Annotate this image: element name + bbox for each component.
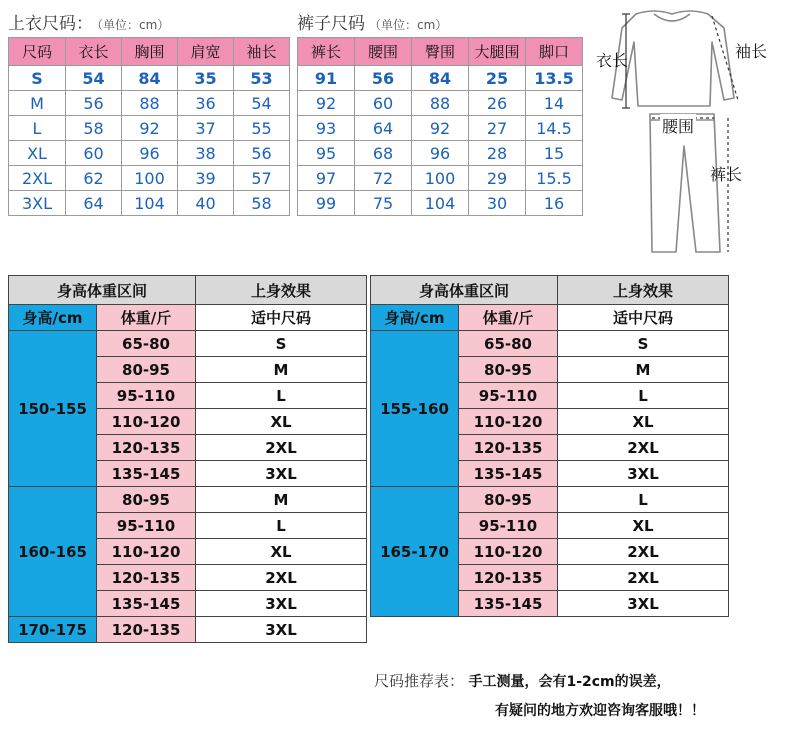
size-table-cell: 96 (122, 141, 178, 166)
recommend-size-cell: XL (196, 539, 367, 565)
recommend-size-cell: L (196, 513, 367, 539)
top-chart-unit: （单位：cm） (97, 18, 170, 32)
recommend-size-cell: XL (196, 409, 367, 435)
size-table-header-cell: 腰围 (355, 38, 412, 66)
size-table-row (298, 91, 583, 116)
recommend-weight-cell: 95-110 (97, 383, 196, 409)
size-table-cell: 62 (66, 166, 122, 191)
size-table-cell: 28 (469, 141, 526, 166)
size-table-cell: 15.5 (526, 166, 583, 191)
footer-label: 尺码推荐表： (374, 672, 465, 690)
size-table-row (9, 166, 290, 191)
size-table-cell: 54 (66, 66, 122, 91)
recommend-weight-cell: 110-120 (97, 539, 196, 565)
figure-label-pants-length: 裤长 (710, 165, 743, 184)
recommend-size-cell: XL (558, 409, 729, 435)
recommend-size-cell: L (558, 383, 729, 409)
size-table-cell: 56 (234, 141, 290, 166)
size-table-cell: 38 (178, 141, 234, 166)
size-table-cell: 27 (469, 116, 526, 141)
size-recommend-table-left (8, 275, 367, 643)
size-table-cell: 60 (66, 141, 122, 166)
size-table-cell: 93 (298, 116, 355, 141)
size-table-cell: 2XL (9, 166, 66, 191)
recommend-weight-cell: 65-80 (97, 331, 196, 357)
recommend-row (371, 487, 729, 513)
size-table-cell: 37 (178, 116, 234, 141)
recommend-subheader-weight: 体重/斤 (97, 305, 196, 331)
size-table-cell: 72 (355, 166, 412, 191)
recommend-size-cell: S (558, 331, 729, 357)
recommend-size-cell: M (196, 357, 367, 383)
size-table-header-cell: 袖长 (234, 38, 290, 66)
pants-chart-title-text: 裤子尺码 (297, 14, 365, 34)
footer-note-line1 (374, 670, 671, 691)
size-table-cell: 68 (355, 141, 412, 166)
size-table-row (298, 166, 583, 191)
pants-chart-unit: （单位：cm） (369, 18, 448, 32)
recommend-header-range: 身高体重区间 (371, 276, 558, 305)
recommend-size-cell: 3XL (196, 591, 367, 617)
size-table-cell: 57 (234, 166, 290, 191)
recommend-size-cell: 3XL (558, 591, 729, 617)
size-table-header-cell: 衣长 (66, 38, 122, 66)
recommend-weight-cell: 80-95 (459, 357, 558, 383)
size-table-cell: 97 (298, 166, 355, 191)
size-table-cell: 25 (469, 66, 526, 91)
recommend-size-cell: 2XL (558, 539, 729, 565)
size-table-cell: XL (9, 141, 66, 166)
recommend-height-cell: 160-165 (9, 487, 97, 617)
size-table-cell: 40 (178, 191, 234, 216)
size-table-cell: 100 (412, 166, 469, 191)
recommend-height-cell: 155-160 (371, 331, 459, 487)
recommend-weight-cell: 110-120 (459, 539, 558, 565)
size-table-row (9, 66, 290, 91)
size-table-cell: 55 (234, 116, 290, 141)
footer-note-line2 (495, 700, 705, 720)
size-table-header-cell: 肩宽 (178, 38, 234, 66)
size-table-row (298, 191, 583, 216)
recommend-size-cell: 2XL (558, 435, 729, 461)
size-table-cell: 56 (66, 91, 122, 116)
recommend-size-cell: 3XL (558, 461, 729, 487)
recommend-subheader-weight: 体重/斤 (459, 305, 558, 331)
recommend-weight-cell: 65-80 (459, 331, 558, 357)
recommend-weight-cell: 135-145 (459, 461, 558, 487)
size-table-row (9, 116, 290, 141)
recommend-size-cell: 2XL (196, 435, 367, 461)
size-table-header-row (298, 38, 583, 66)
footer-line1: 手工测量，会有1-2cm的误差， (468, 674, 671, 690)
recommend-size-cell: 2XL (196, 565, 367, 591)
recommend-weight-cell: 120-135 (97, 435, 196, 461)
size-table-cell: 15 (526, 141, 583, 166)
size-table-header-cell: 臀围 (412, 38, 469, 66)
recommend-height-cell: 165-170 (371, 487, 459, 617)
recommend-size-cell: 3XL (196, 461, 367, 487)
size-table-header-cell: 大腿围 (469, 38, 526, 66)
size-table-row (9, 191, 290, 216)
recommend-weight-cell: 95-110 (97, 513, 196, 539)
recommend-row (371, 331, 729, 357)
recommend-row (9, 487, 367, 513)
recommend-height-cell: 150-155 (9, 331, 97, 487)
size-table-cell: 92 (412, 116, 469, 141)
size-recommend-table-right (370, 275, 729, 617)
top-chart-title-text: 上衣尺码： (8, 14, 93, 34)
size-table-cell: 26 (469, 91, 526, 116)
recommend-weight-cell: 120-135 (459, 565, 558, 591)
recommend-row (9, 617, 367, 643)
recommend-height-cell: 170-175 (9, 617, 97, 643)
size-table-cell: 3XL (9, 191, 66, 216)
recommend-weight-cell: 80-95 (97, 357, 196, 383)
footer-line2: 有疑问的地方欢迎咨询客服哦！！ (495, 703, 705, 719)
figure-label-waist: 腰围 (660, 114, 696, 137)
recommend-size-cell: 2XL (558, 565, 729, 591)
size-table-cell: L (9, 116, 66, 141)
size-table-cell: 29 (469, 166, 526, 191)
recommend-header-effect: 上身效果 (196, 276, 367, 305)
size-table-cell: 91 (298, 66, 355, 91)
size-table-cell: 75 (355, 191, 412, 216)
recommend-size-cell: XL (558, 513, 729, 539)
recommend-row (9, 331, 367, 357)
size-table-cell: 30 (469, 191, 526, 216)
recommend-weight-cell: 80-95 (459, 487, 558, 513)
recommend-subheader-height: 身高/cm (371, 305, 459, 331)
pants-size-table (297, 37, 583, 216)
size-table-cell: 96 (412, 141, 469, 166)
size-table-cell: 104 (122, 191, 178, 216)
size-table-row (9, 91, 290, 116)
recommend-weight-cell: 120-135 (97, 565, 196, 591)
recommend-weight-cell: 120-135 (459, 435, 558, 461)
size-table-cell: 14 (526, 91, 583, 116)
size-table-cell: 53 (234, 66, 290, 91)
recommend-header-effect: 上身效果 (558, 276, 729, 305)
recommend-weight-cell: 135-145 (97, 461, 196, 487)
size-table-cell: 58 (234, 191, 290, 216)
recommend-weight-cell: 80-95 (97, 487, 196, 513)
size-table-cell: 60 (355, 91, 412, 116)
size-table-header-cell: 尺码 (9, 38, 66, 66)
size-table-cell: S (9, 66, 66, 91)
recommend-size-cell: M (558, 357, 729, 383)
size-table-cell: 88 (122, 91, 178, 116)
size-table-cell: 100 (122, 166, 178, 191)
size-table-cell: 39 (178, 166, 234, 191)
size-table-row (9, 141, 290, 166)
recommend-weight-cell: 95-110 (459, 513, 558, 539)
size-table-header-cell: 胸围 (122, 38, 178, 66)
size-table-header-row (9, 38, 290, 66)
recommend-weight-cell: 135-145 (459, 591, 558, 617)
recommend-size-cell: 3XL (196, 617, 367, 643)
recommend-subheader-height: 身高/cm (9, 305, 97, 331)
size-table-cell: 35 (178, 66, 234, 91)
recommend-weight-cell: 120-135 (97, 617, 196, 643)
recommend-subheader-size: 适中尺码 (558, 305, 729, 331)
size-table-cell: 14.5 (526, 116, 583, 141)
size-table-cell: 88 (412, 91, 469, 116)
recommend-size-cell: M (196, 487, 367, 513)
size-table-cell: 99 (298, 191, 355, 216)
size-table-cell: 92 (298, 91, 355, 116)
size-table-cell: 13.5 (526, 66, 583, 91)
recommend-size-cell: L (196, 383, 367, 409)
recommend-subheader-size: 适中尺码 (196, 305, 367, 331)
recommend-weight-cell: 135-145 (97, 591, 196, 617)
figure-label-sleeve: 袖长 (735, 42, 768, 61)
top-chart-title (8, 9, 169, 34)
size-table-row (298, 66, 583, 91)
recommend-weight-cell: 110-120 (97, 409, 196, 435)
size-table-cell: 95 (298, 141, 355, 166)
size-table-cell: 56 (355, 66, 412, 91)
recommend-header-range: 身高体重区间 (9, 276, 196, 305)
top-size-table (8, 37, 290, 216)
size-table-cell: 84 (412, 66, 469, 91)
size-table-cell: 58 (66, 116, 122, 141)
size-table-row (298, 141, 583, 166)
recommend-weight-cell: 95-110 (459, 383, 558, 409)
size-table-cell: 36 (178, 91, 234, 116)
size-table-cell: 16 (526, 191, 583, 216)
recommend-weight-cell: 110-120 (459, 409, 558, 435)
size-table-cell: M (9, 91, 66, 116)
size-table-cell: 104 (412, 191, 469, 216)
size-table-header-cell: 脚口 (526, 38, 583, 66)
size-table-cell: 92 (122, 116, 178, 141)
size-table-cell: 64 (355, 116, 412, 141)
size-table-cell: 54 (234, 91, 290, 116)
recommend-size-cell: L (558, 487, 729, 513)
figure-label-top-length: 衣长 (596, 51, 629, 70)
size-table-cell: 84 (122, 66, 178, 91)
recommend-size-cell: S (196, 331, 367, 357)
pants-chart-title (297, 9, 447, 34)
size-table-row (298, 116, 583, 141)
size-table-header-cell: 裤长 (298, 38, 355, 66)
size-table-cell: 64 (66, 191, 122, 216)
